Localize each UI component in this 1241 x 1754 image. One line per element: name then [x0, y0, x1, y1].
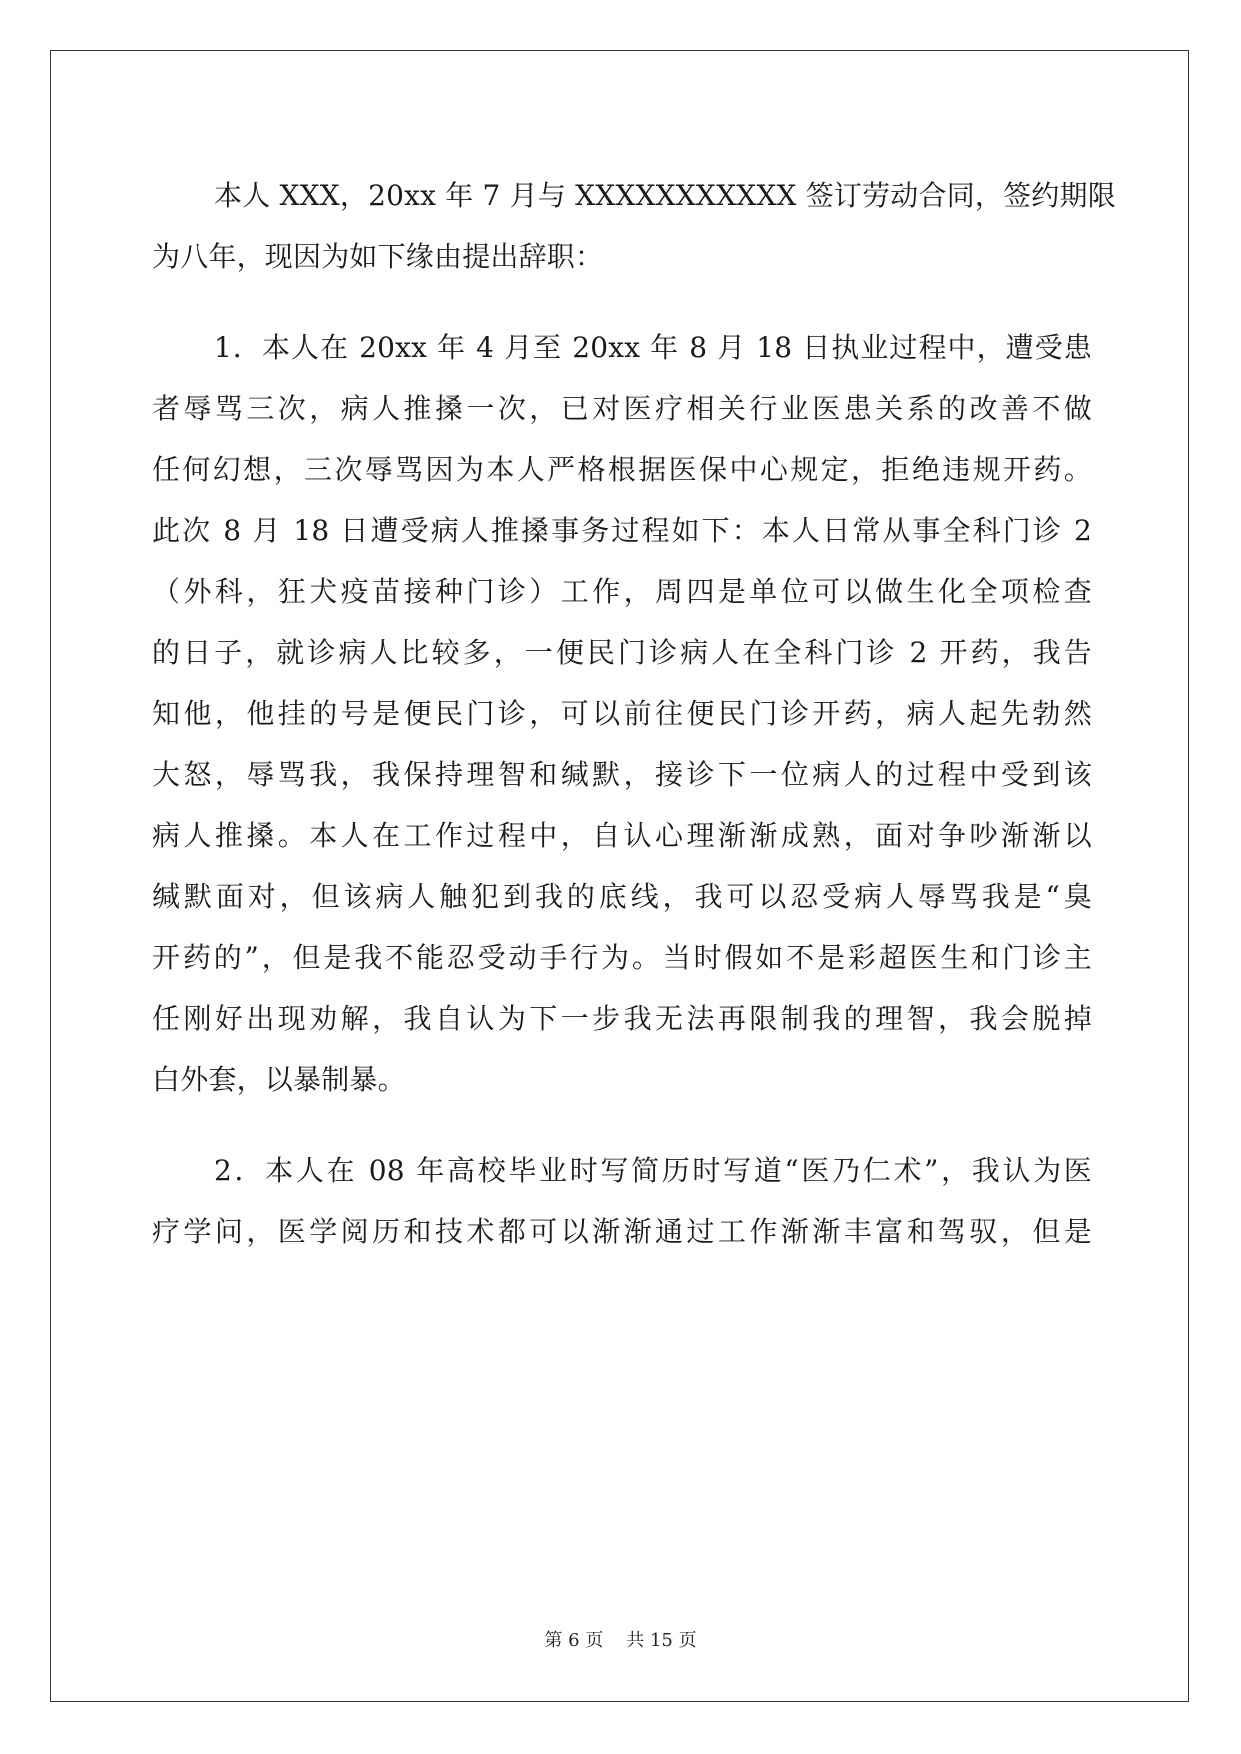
text-line: 开药的”，但是我不能忍受动手行为。当时假如不是彩超医生和门诊主 [152, 941, 1092, 974]
text-line: 任刚好出现劝解，我自认为下一步我无法再限制我的理智，我会脱掉 [152, 1002, 1092, 1035]
text-line: 本人 XXX，20xx 年 7 月与 XXXXXXXXXXX 签订劳动合同，签约期限 [214, 179, 1116, 212]
text-line: （外科，狂犬疫苗接种门诊）工作，周四是单位可以做生化全项检查 [152, 575, 1092, 608]
page-footer [0, 1626, 1241, 1652]
text-line: 为八年，现因为如下缘由提出辞职： [152, 240, 604, 273]
text-line: 大怒，辱骂我，我保持理智和缄默，接诊下一位病人的过程中受到该 [152, 758, 1092, 791]
text-line: 2．本人在 08 年高校毕业时写简历时写道“医乃仁术”，我认为医 [214, 1154, 1092, 1187]
text-line: 缄默面对，但该病人触犯到我的底线，我可以忍受病人辱骂我是“臭 [152, 880, 1092, 913]
text-line: 疗学问，医学阅历和技术都可以渐渐通过工作渐渐丰富和驾驭，但是 [152, 1215, 1092, 1248]
text-line: 的日子，就诊病人比较多，一便民门诊病人在全科门诊 2 开药，我告 [152, 636, 1092, 669]
text-line: 此次 8 月 18 日遭受病人推搡事务过程如下：本人日常从事全科门诊 2 [152, 514, 1092, 547]
text-line: 者辱骂三次，病人推搡一次，已对医疗相关行业医患关系的改善不做 [152, 392, 1092, 425]
text-line: 病人推搡。本人在工作过程中，自认心理渐渐成熟，面对争吵渐渐以 [152, 819, 1092, 852]
text-line: 1．本人在 20xx 年 4 月至 20xx 年 8 月 18 日执业过程中，遭受患 [214, 331, 1092, 364]
text-line: 知他，他挂的号是便民门诊，可以前往便民门诊开药，病人起先勃然 [152, 697, 1092, 730]
text-line: 任何幻想，三次辱骂因为本人严格根据医保中心规定，拒绝违规开药。 [152, 453, 1092, 486]
page-total: 共 15 页 [626, 1630, 697, 1651]
text-line: 白外套，以暴制暴。 [152, 1063, 406, 1096]
document-body [152, 165, 1116, 1262]
page-number: 第 6 页 [544, 1630, 604, 1651]
